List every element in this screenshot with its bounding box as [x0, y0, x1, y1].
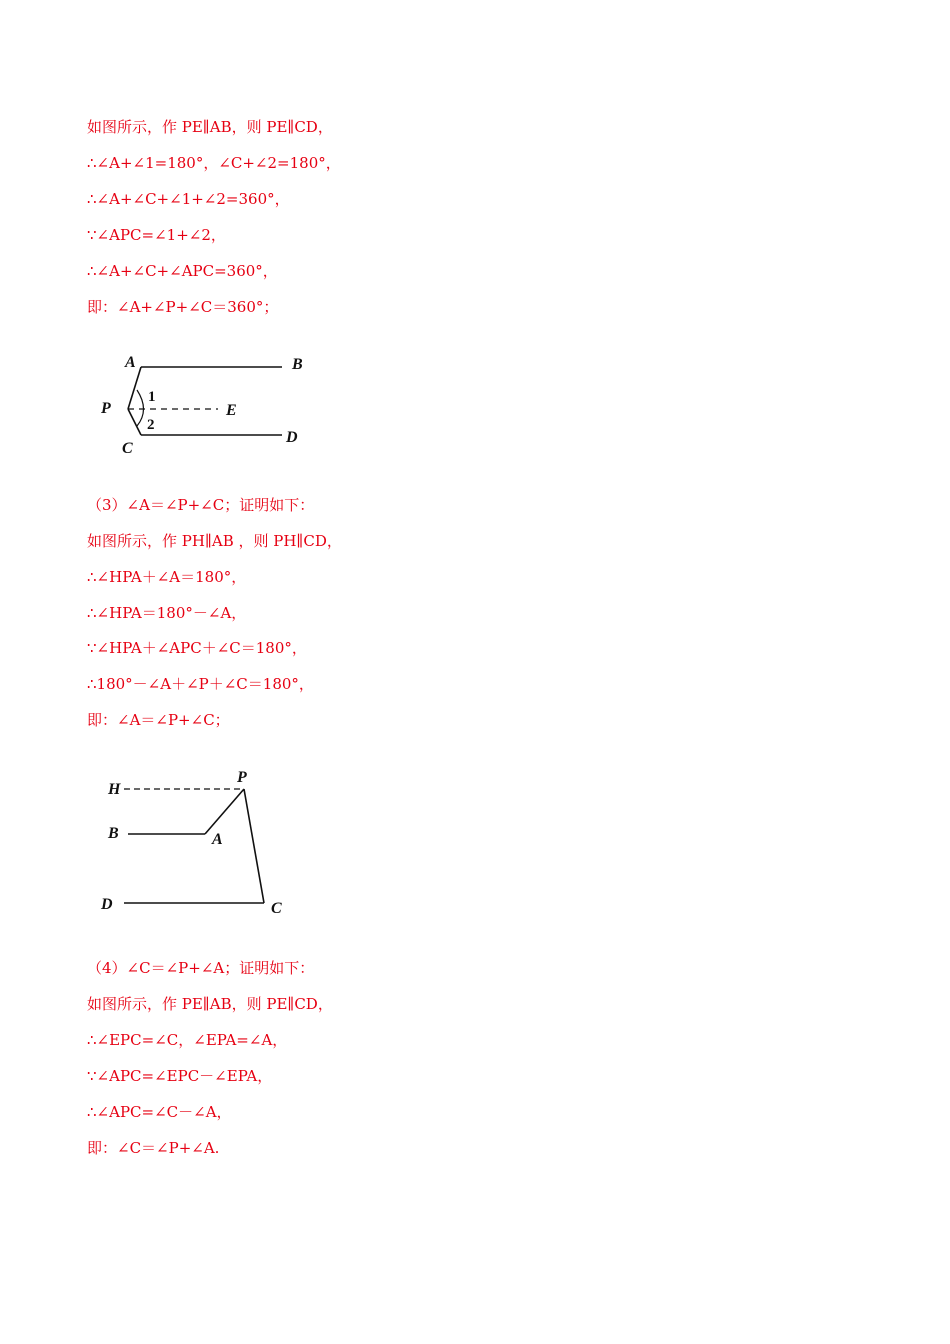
segment-pc	[244, 789, 264, 903]
label-b: B	[292, 356, 303, 373]
label-p: P	[101, 400, 111, 417]
label-c: C	[271, 900, 282, 917]
label-d: D	[101, 896, 113, 913]
proof-line: 如图所示，作 PE∥AB，则 PE∥CD，	[87, 118, 333, 136]
proof-line: 如图所示，作 PE∥AB，则 PE∥CD，	[87, 995, 333, 1013]
proof-line: （3）∠A＝∠P+∠C；证明如下：	[87, 496, 315, 514]
proof-line: ∵∠APC=∠EPC－∠EPA，	[87, 1067, 273, 1085]
proof-line: 如图所示，作 PH∥AB ，则 PH∥CD，	[87, 532, 342, 550]
label-angle-1: 1	[148, 389, 156, 405]
proof-line: ∴∠A+∠C+∠1+∠2=360°，	[87, 190, 290, 208]
proof-line: ∴∠APC=∠C－∠A，	[87, 1103, 232, 1121]
label-b: B	[108, 825, 119, 842]
label-a: A	[212, 831, 223, 848]
label-p: P	[237, 769, 247, 786]
label-e: E	[226, 402, 237, 419]
proof-line: （4）∠C＝∠P+∠A；证明如下：	[87, 959, 315, 977]
proof-line: ∴∠A+∠1=180°，∠C+∠2=180°，	[87, 154, 341, 172]
label-d: D	[286, 429, 298, 446]
proof-line: ∴∠HPA＋∠A＝180°，	[87, 568, 247, 586]
label-c: C	[122, 440, 133, 457]
proof-line: ∴∠A+∠C+∠APC=360°，	[87, 262, 278, 280]
proof-line: 即：∠A+∠P+∠C＝360°；	[87, 298, 279, 316]
label-h: H	[108, 781, 121, 798]
label-a: A	[125, 354, 136, 371]
proof-line: ∴∠HPA＝180°－∠A，	[87, 604, 247, 622]
proof-line: ∴∠EPC=∠C，∠EPA=∠A，	[87, 1031, 288, 1049]
proof-line: 即：∠C＝∠P+∠A.	[87, 1139, 220, 1157]
label-angle-2: 2	[147, 417, 155, 433]
proof-line: 即：∠A＝∠P+∠C；	[87, 711, 230, 729]
proof-line: ∵∠HPA＋∠APC＋∠C＝180°，	[87, 639, 307, 657]
segment-ap	[205, 789, 244, 834]
proof-line: ∵∠APC=∠1+∠2，	[87, 226, 226, 244]
proof-line: ∴180°－∠A＋∠P＋∠C＝180°，	[87, 675, 314, 693]
